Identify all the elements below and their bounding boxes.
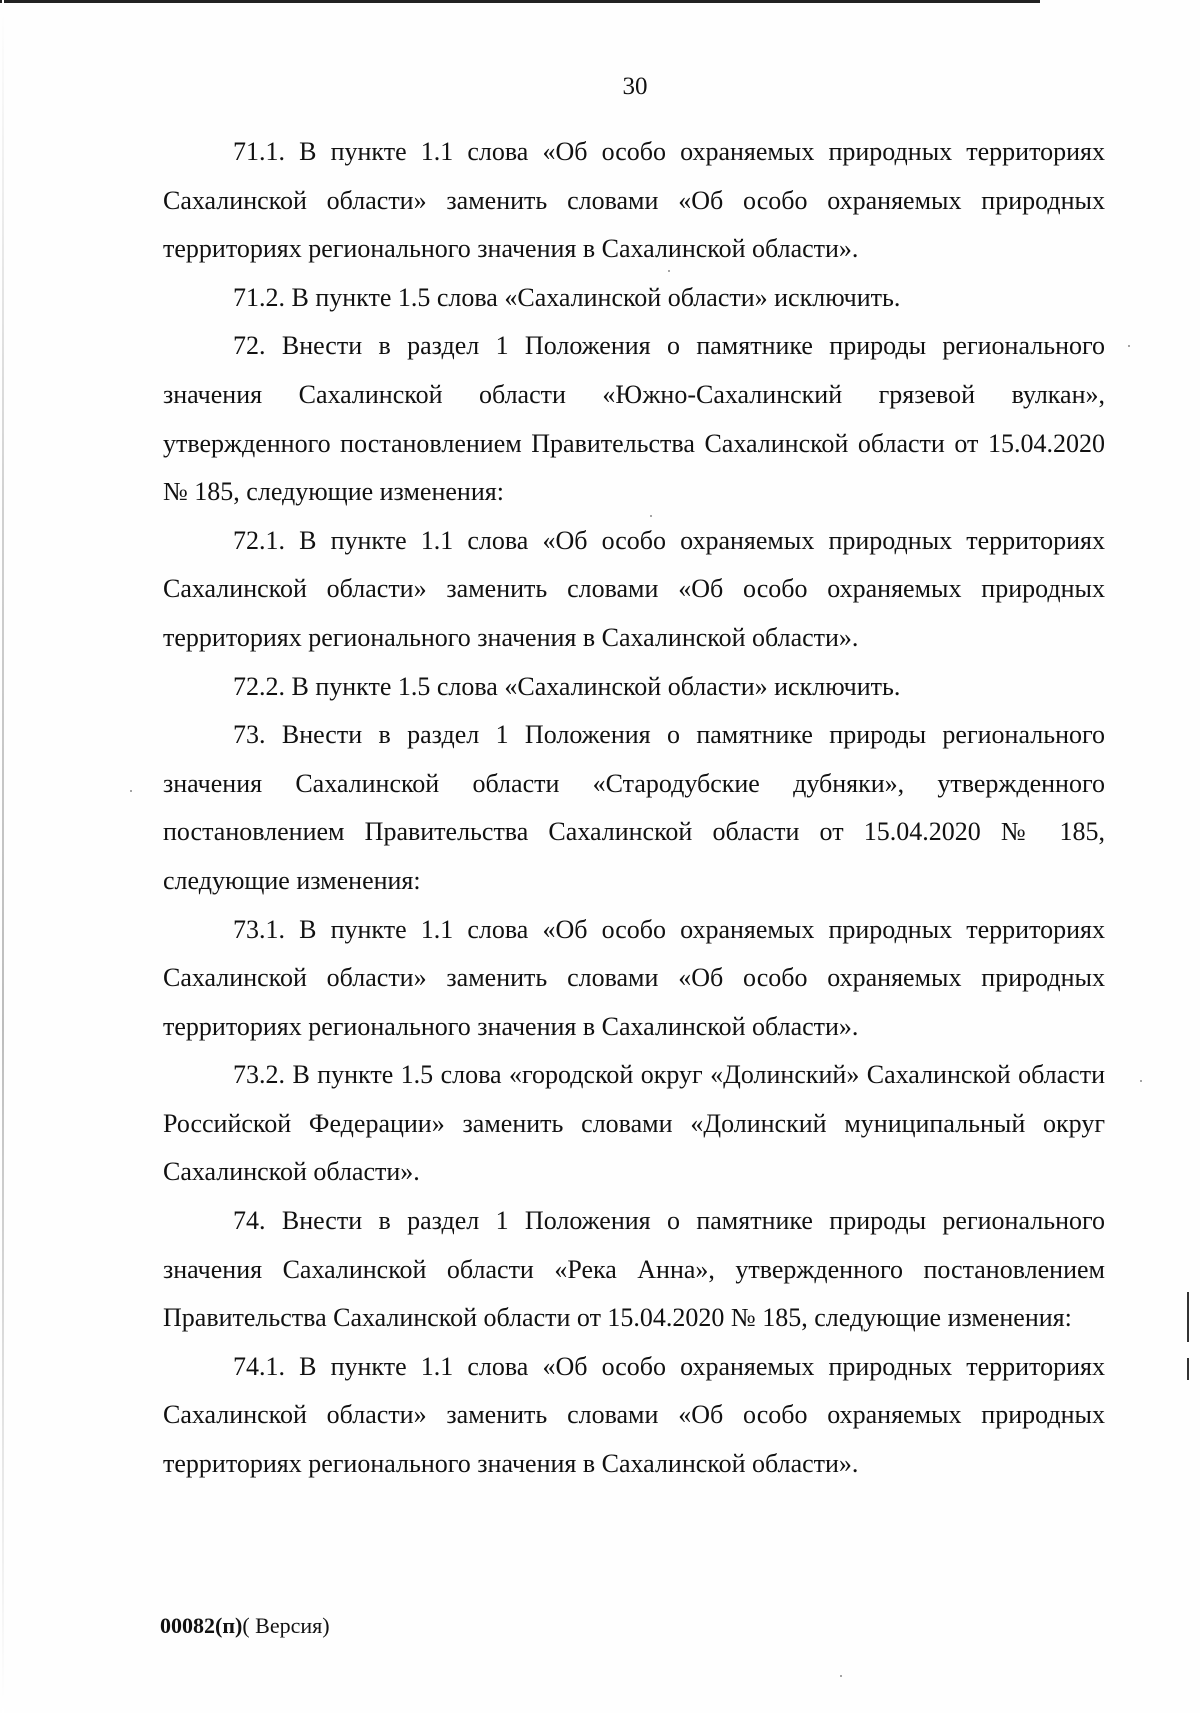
paragraph-73-1: 73.1. В пункте 1.1 слова «Об особо охраняемых природных территориях Сахалинской области» заменить словами «Об особо охраняемых природных территориях регионального значения в Сахалинской области». [163, 914, 1105, 1041]
document-code: 00082(п) [160, 1613, 243, 1638]
document-footer [160, 1612, 330, 1640]
paragraph-74-1: 74.1. В пункте 1.1 слова «Об особо охраняемых природных территориях Сахалинской области» заменить словами «Об особо охраняемых природных территориях регионального значения в Сахалинской области». [163, 1351, 1105, 1479]
scan-speck [650, 515, 652, 517]
scan-margin-mark [1187, 1292, 1189, 1342]
scan-speck [1140, 1080, 1142, 1082]
paragraph-71-1: 71.1. В пункте 1.1 слова «Об особо охраняемых природных территориях Сахалинской области» заменить словами «Об особо охраняемых природных территориях регионального значения в Сахалинской области». [163, 137, 1105, 264]
document-body [163, 128, 1105, 1489]
paragraph-72: 72. Внести в раздел 1 Положения о памятнике природы регионального значения Сахалинской области «Южно-Сахалинский грязевой вулкан», утвержденного постановлением Правительства Сахалинской области от 15.04.2020 № 185, следующие изменения: [163, 331, 1105, 507]
paragraph-73: 73. Внести в раздел 1 Положения о памятнике природы регионального значения Сахалинской области «Стародубские дубняки», утвержденного постановлением Правительства Сахалинской области от 15.04.2020 № 185, следующие изменения: [163, 720, 1105, 895]
scan-edge-shadow [2, 0, 4, 1713]
paragraph-72-1: 72.1. В пункте 1.1 слова «Об особо охраняемых природных территориях Сахалинской области» заменить словами «Об особо охраняемых природных территориях регионального значения в Сахалинской области». [163, 525, 1105, 652]
paragraph-74: 74. Внести в раздел 1 Положения о памятнике природы регионального значения Сахалинской области «Река Анна», утвержденного постановлением Правительства Сахалинской области от 15.04.2020 № 185, следующие изменения: [163, 1206, 1105, 1333]
paragraph-72-2: 72.2. В пункте 1.5 слова «Сахалинской области» исключить. [233, 671, 901, 701]
paragraph-71-2: 71.2. В пункте 1.5 слова «Сахалинской области» исключить. [233, 282, 901, 312]
document-version: ( Версия) [242, 1613, 330, 1638]
scan-speck [130, 790, 132, 792]
scan-speck [1128, 345, 1130, 347]
top-border-line [0, 0, 1040, 3]
scan-speck [840, 1675, 842, 1677]
scan-speck [668, 270, 670, 272]
page-number: 30 [622, 73, 648, 100]
scan-margin-mark [1187, 1358, 1189, 1380]
paragraph-73-2: 73.2. В пункте 1.5 слова «городской округ «Долинский» Сахалинской области Российской Федерации» заменить словами «Долинский муниципальный округ Сахалинской области». [163, 1060, 1105, 1187]
